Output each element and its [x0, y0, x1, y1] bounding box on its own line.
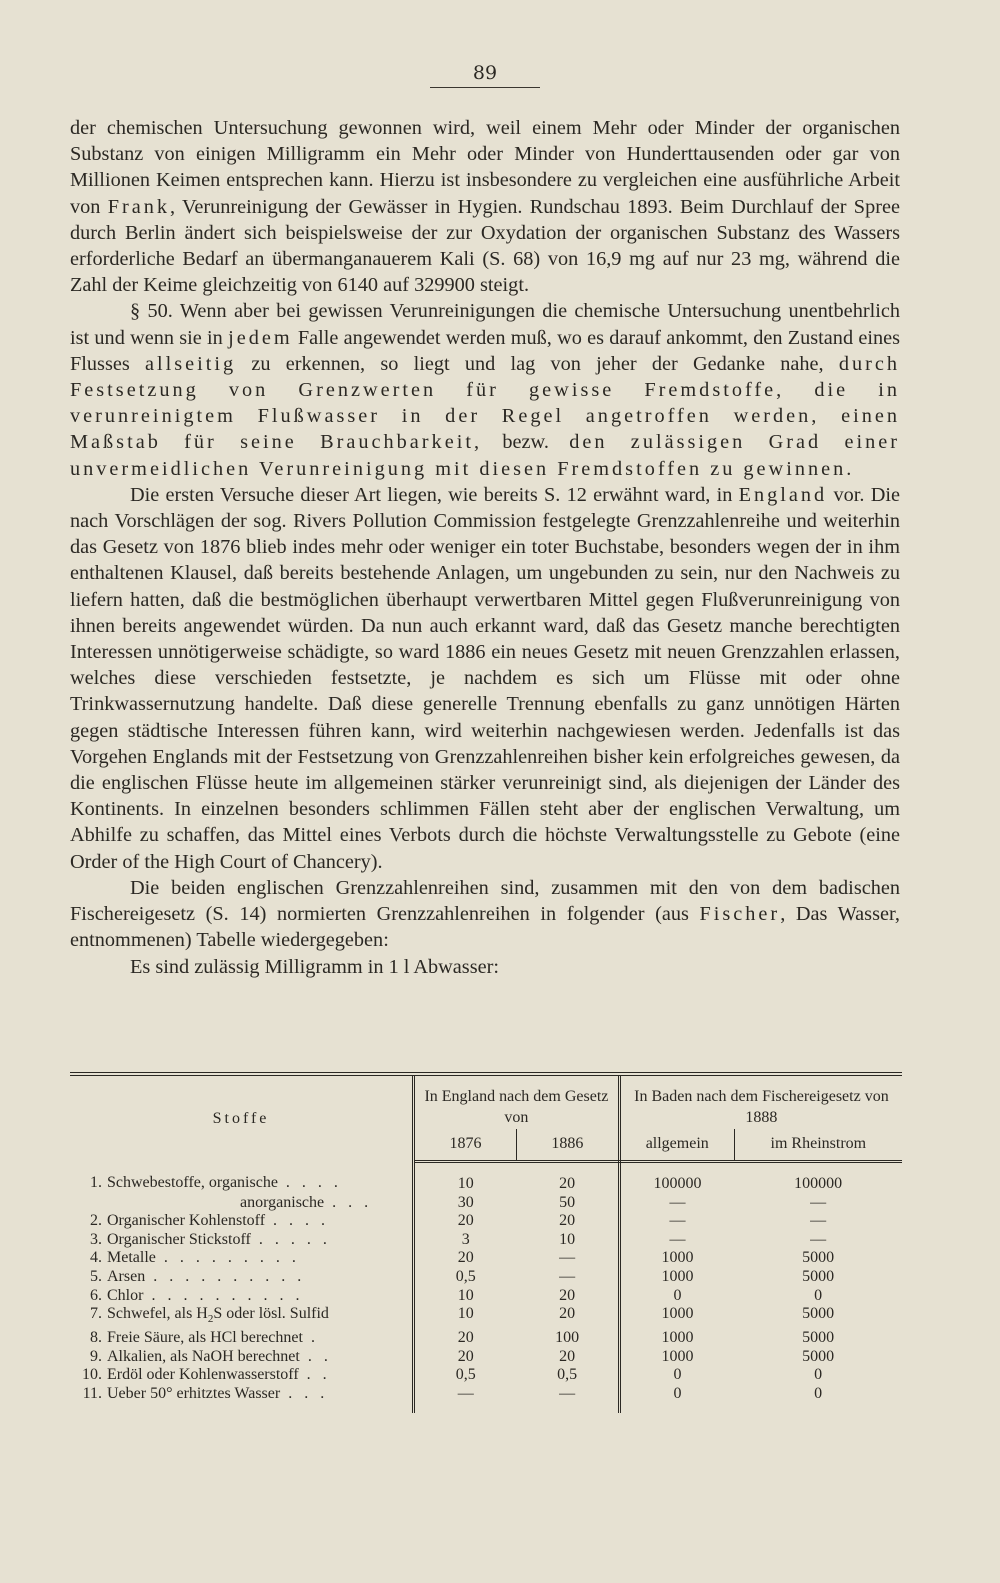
leader-dots: . .	[298, 1366, 331, 1384]
subscript: 2	[207, 1313, 214, 1326]
value-1886: 20	[516, 1212, 619, 1231]
spaced-text: Fischer	[699, 903, 781, 926]
table-row	[70, 1329, 902, 1348]
leader-dots: . . . .	[277, 1173, 342, 1191]
column-group-baden: In Baden nach dem Fischereigesetz von 1888	[634, 1088, 889, 1126]
value-rheinstrom: —	[810, 1212, 827, 1230]
value-allgemein: —	[669, 1193, 686, 1211]
table-row	[70, 1231, 902, 1250]
paragraph	[70, 875, 900, 954]
leader-dots: . . .	[324, 1193, 373, 1211]
value-1886: 20	[516, 1162, 619, 1194]
text-run: vor. Die nach Vorschlägen der sog. Rivers Pollution Commission festgelegte Grenzzahlenreihe und weiterhin das Gesetz von 1876 blieb indes mehr oder weniger ein toter Buchstabe, besonders wegen der in ihm enthaltenen Klausel, daß bereits bestehende Anlagen, um ungebunden zu sein, nur den Nachweis zu liefern hatten, daß die bestmöglichen überhaupt verwertbaren Mittel gegen Flußverunreinigung von ihnen bereits angewendet würden. Da nun auch erkannt ward, daß das Gesetz manche berechtigten Interessen unnötigerweise schädigte, so ward 1886 ein neues Gesetz mit neuen Grenzzahlen erlassen, welches diese verschieden festsetzte, je nachdem es sich um Flüsse mit oder ohne Trinkwassernutzung handelte. Daß diese generelle Trennung ebenfalls zu ganz unnötigen Härten gegen städtische Interessen führen kann, wird weiterhin nachgewiesen werden. Jedenfalls ist das Vorgehen Englands mit der Festsetzung von Grenzzahlenreihen bisher kein erfolgreiches gewesen, da die englischen Flüsse heute im allgemeinen stärker verunreinigt sind, als diejenigen der Länder des Kontinents. In einzelnen besonders schlimmen Fällen steht aber der englischen Verwaltung, um Abhilfe zu schaffen, das Mittel eines Verbots durch die höchste Verwaltungsstelle zu Gebote (eine Order of the High Court of Chancery).	[70, 483, 900, 873]
column-header-stoffe: Stoffe	[70, 1074, 414, 1162]
value-rheinstrom: 5000	[802, 1249, 835, 1267]
leader-dots: . . .	[280, 1384, 329, 1402]
row-label: Organischer Stickstoff	[107, 1230, 251, 1248]
leader-dots: . .	[299, 1347, 332, 1365]
row-label: Ueber 50° erhitztes Wasser	[107, 1384, 281, 1402]
row-number: 1.	[90, 1173, 102, 1191]
column-header-allgemein: allgemein	[619, 1129, 734, 1162]
row-label-cell	[70, 1305, 414, 1329]
column-header-1876: 1876	[414, 1129, 517, 1162]
table-row	[70, 1305, 902, 1329]
value-1886: 100	[516, 1329, 619, 1348]
row-label-cell	[70, 1287, 414, 1306]
table-row	[70, 1287, 902, 1306]
row-number: 8.	[90, 1328, 102, 1346]
column-header-1886: 1886	[516, 1129, 619, 1162]
value-1876: —	[457, 1384, 474, 1402]
row-label-cell	[70, 1385, 414, 1414]
value-1886: 0,5	[516, 1366, 619, 1385]
paragraph	[70, 115, 900, 298]
value-rheinstrom: —	[810, 1193, 827, 1211]
table-row	[70, 1194, 902, 1213]
value-allgemein: —	[669, 1230, 686, 1248]
value-1876: 20	[457, 1328, 474, 1346]
leader-dots: . . . . . . . . . .	[143, 1286, 304, 1304]
table-row	[70, 1348, 902, 1367]
text-run: der chemischen Untersuchung gewonnen wird, weil einem Mehr oder Minder der organischen Substanz von einigen Milligramm ein Mehr oder Minder von Hunderttausenden oder gar von Millionen Keimen entsprechen kann. Hierzu ist insbesondere zu vergleichen eine ausführliche Arbeit von	[70, 117, 900, 218]
value-1876: 10	[457, 1286, 474, 1304]
value-allgemein: 1000	[661, 1267, 694, 1285]
row-number: 10.	[82, 1366, 102, 1384]
text-run: Die ersten Versuche dieser Art liegen, wie bereits S. 12 erwähnt ward, in	[130, 483, 739, 506]
value-1876: 20	[457, 1212, 474, 1230]
body-text	[70, 115, 900, 980]
row-label-cell	[70, 1329, 414, 1348]
row-label-cell	[70, 1348, 414, 1367]
value-allgemein: —	[669, 1212, 686, 1230]
value-allgemein: 0	[673, 1384, 682, 1402]
value-allgemein: 1000	[661, 1347, 694, 1365]
table-body	[70, 1162, 902, 1414]
value-rheinstrom: 5000	[802, 1347, 835, 1365]
value-1886: —	[516, 1268, 619, 1287]
row-label: Erdöl oder Kohlenwasserstoff	[107, 1366, 299, 1384]
text-run: , Das Wasser, entnommenen) Tabelle wiedergegeben:	[70, 903, 900, 952]
value-1876: 0,5	[455, 1267, 476, 1285]
table-header	[70, 1074, 902, 1162]
value-1876: 0,5	[455, 1366, 476, 1384]
limits-table	[70, 1072, 902, 1413]
column-header-rheinstrom: im Rheinstrom	[734, 1129, 902, 1162]
page-number: 89	[430, 62, 540, 88]
value-allgemein: 1000	[661, 1328, 694, 1346]
row-label: Metalle	[107, 1249, 156, 1267]
value-rheinstrom: 5000	[802, 1328, 835, 1346]
text-run: Die beiden englischen Grenzzahlenreihen sind, zusammen mit den von dem badischen Fischereigesetz (S. 14) normierten Grenzzahlenreihen in folgender (aus	[70, 876, 900, 926]
value-1876: 30	[457, 1193, 474, 1211]
value-1876: 20	[457, 1249, 474, 1267]
spaced-text: allseitig	[144, 352, 237, 375]
text-run: bezw.	[482, 431, 570, 454]
value-rheinstrom: 100000	[794, 1175, 843, 1192]
value-allgemein: 0	[673, 1366, 682, 1384]
text-run: Es sind zulässig Milligramm in 1 l Abwasser:	[130, 955, 499, 978]
row-label: Schwebestoffe, organische	[107, 1173, 278, 1191]
spaced-text: England	[738, 483, 828, 506]
row-label: Schwefel, als $H_2S$ oder lösl. Sulfid	[107, 1305, 329, 1326]
table-row	[70, 1212, 902, 1231]
leader-dots: . . . . . . . . .	[155, 1249, 300, 1267]
value-rheinstrom: —	[810, 1230, 827, 1248]
text-run: Falle angewendet werden muß, wo es darauf ankommt, den Zustand eines Flusses	[70, 326, 901, 375]
row-label: Alkalien, als NaOH berechnet	[107, 1347, 300, 1365]
row-number: 11.	[82, 1384, 102, 1402]
leader-dots: .	[302, 1328, 319, 1346]
row-number: 2.	[90, 1212, 102, 1230]
value-1886: —	[516, 1249, 619, 1268]
spaced-text: Frank	[107, 195, 171, 218]
value-allgemein: 1000	[661, 1305, 694, 1323]
value-rheinstrom: 0	[814, 1286, 823, 1304]
row-label-cell	[70, 1366, 414, 1385]
leader-dots: . . . .	[265, 1212, 330, 1230]
row-label: Organischer Kohlenstoff	[107, 1212, 266, 1230]
spaced-text: den zulässigen Grad einer unvermeidlichen Verunreinigung mit diesen Fremdstoffen zu gewinnen.	[70, 431, 900, 480]
row-label: Freie Säure, als HCl berechnet	[107, 1328, 303, 1346]
spaced-text: durch Festsetzung von Grenzwerten für gewisse Fremdstoffe, die in verunreinigtem Flußwasser in der Regel angetroffen werden, einen Maßstab für seine Brauchbarkeit,	[70, 352, 900, 454]
row-label-cell	[70, 1162, 414, 1194]
value-1886: 20	[516, 1287, 619, 1306]
row-label-cell	[70, 1231, 414, 1250]
row-number: 6.	[90, 1286, 102, 1304]
row-label-cell	[70, 1249, 414, 1268]
value-rheinstrom: 5000	[802, 1267, 835, 1285]
value-1886: —	[516, 1385, 619, 1414]
table-row	[70, 1385, 902, 1414]
text-run: § 50. Wenn aber bei gewissen Verunreinigungen die chemische Untersuchung unentbehrlich ist und wenn sie in	[70, 300, 900, 349]
column-group-england: In England nach dem Gesetz von	[414, 1074, 620, 1129]
value-1886: 50	[516, 1194, 619, 1213]
row-label: Arsen	[107, 1267, 146, 1285]
value-allgemein: 1000	[661, 1249, 694, 1267]
value-rheinstrom: 0	[814, 1366, 823, 1384]
table-row	[70, 1249, 902, 1268]
row-number: 4.	[90, 1249, 102, 1267]
value-1886: 10	[516, 1231, 619, 1250]
text-run: zu erkennen, so liegt und lag von jeher der Gedanke nahe,	[236, 352, 839, 375]
value-1886: 20	[516, 1348, 619, 1367]
value-1876: 10	[457, 1305, 474, 1323]
row-number: 7.	[90, 1305, 102, 1323]
table-row	[70, 1366, 902, 1385]
table-row	[70, 1268, 902, 1287]
text-run: , Verunreinigung der Gewässer in Hygien. Rundschau 1893. Beim Durchlauf der Spree durch Berlin ändert sich beispielsweise der zur Oxydation der organischen Substanz des Wassers erforderliche Bedarf an übermanganauerem Kali (S. 68) von 16,9 mg auf nur 23 mg, während die Zahl der Keime gleichzeitig von 6140 auf 329900 steigt.	[70, 195, 900, 297]
value-1876: 10	[457, 1175, 474, 1192]
row-label: Chlor	[107, 1286, 144, 1304]
value-allgemein: 100000	[653, 1175, 702, 1192]
value-rheinstrom: 0	[814, 1384, 823, 1402]
value-rheinstrom: 5000	[802, 1305, 835, 1323]
row-label: anorganische	[240, 1193, 325, 1211]
value-1876: 20	[457, 1347, 474, 1365]
value-allgemein: 0	[673, 1286, 682, 1304]
table-row	[70, 1162, 902, 1194]
row-label-cell	[70, 1194, 414, 1213]
row-number: 9.	[90, 1347, 102, 1365]
value-1876: 3	[461, 1230, 470, 1248]
row-label-cell	[70, 1212, 414, 1231]
row-number: 5.	[90, 1267, 102, 1285]
leader-dots: . . . . . . . . . .	[145, 1267, 306, 1285]
paragraph	[70, 298, 900, 481]
paragraph	[70, 482, 900, 875]
leader-dots: . . . . .	[250, 1230, 331, 1248]
row-number: 3.	[90, 1230, 102, 1248]
spaced-text: jedem	[228, 326, 293, 349]
paragraph	[70, 954, 900, 980]
value-1886: 20	[516, 1305, 619, 1329]
row-label-cell	[70, 1268, 414, 1287]
